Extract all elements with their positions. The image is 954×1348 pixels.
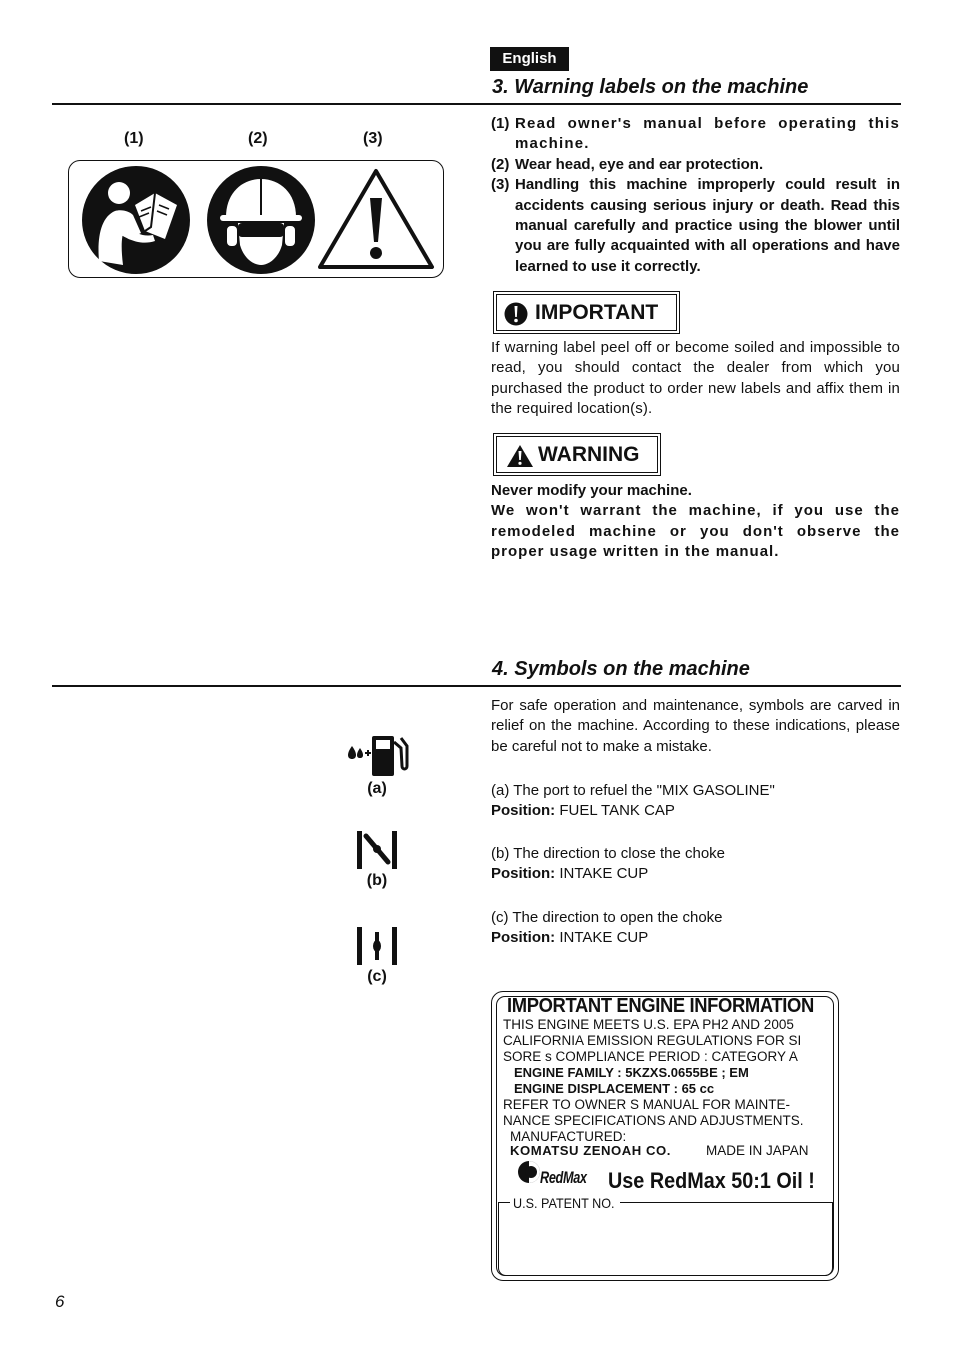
engine-displacement: ENGINE DISPLACEMENT : 65 cc	[514, 1081, 715, 1096]
symbol-b-desc: (b) The direction to close the choke Position: INTAKE CUP	[491, 845, 726, 883]
list-item: (3) Handling this machine improperly could result in accidents causing serious injury or death. Read this manual carefully and practice using the blower until you are fully acquainted with all operations and have learned to use it correctly.	[491, 176, 900, 275]
symbols-intro: For safe operation and maintenance, symbols are carved in relief on the machine. According to these indications, please be careful not to make a mistake.	[491, 697, 900, 755]
symbol-b-label: (b)	[366, 872, 388, 889]
warning-text	[491, 481, 900, 563]
choke-open-icon	[356, 926, 398, 966]
engine-info-title: IMPORTANT ENGINE INFORMATION	[507, 995, 814, 1017]
important-text: If warning label peel off or become soiled and impossible to read, you should contact the dealer from which you purchased the product to order new labels and affix them in the required location(s).	[491, 339, 900, 418]
page-number: 6	[55, 1292, 65, 1311]
list-item: (1) Read owner's manual before operating this machine.	[491, 115, 900, 153]
section-4-title: 4. Symbols on the machine	[492, 658, 750, 680]
label-number-1: (1)	[124, 130, 144, 147]
warning-line-2: We won't warrant the machine, if you use the remodeled machine or you don't observe the proper usage written in the manual.	[491, 502, 900, 561]
maker-name: KOMATSU ZENOAH CO.	[510, 1144, 671, 1158]
language-tab: English	[490, 47, 569, 71]
section-4-rule	[52, 685, 901, 687]
choke-close-icon	[356, 830, 398, 870]
symbol-c-desc: (c) The direction to open the choke Position: INTAKE CUP	[491, 909, 723, 947]
list-item: (2) Wear head, eye and ear protection.	[491, 155, 764, 173]
symbol-a-label: (a)	[367, 780, 387, 797]
warning-triangle-icon	[317, 168, 435, 270]
engine-info-line-1: THIS ENGINE MEETS U.S. EPA PH2 AND 2005	[503, 1017, 794, 1032]
important-label: IMPORTANT	[535, 301, 659, 324]
important-exclamation-icon	[504, 302, 528, 326]
redmax-slogan: Use RedMax 50:1 Oil !	[608, 1168, 815, 1193]
important-callout	[493, 291, 680, 334]
fuel-mix-icon	[345, 732, 411, 778]
made-in: MADE IN JAPAN	[706, 1143, 809, 1158]
patent-box	[498, 1202, 833, 1276]
engine-family: ENGINE FAMILY : 5KZXS.0655BE ; EM	[514, 1065, 749, 1080]
section-3-rule	[52, 103, 901, 105]
head-eye-ear-protection-icon	[206, 165, 316, 275]
warning-line-1: Never modify your machine.	[491, 482, 692, 499]
label-number-3: (3)	[363, 130, 383, 147]
patent-label: U.S. PATENT NO.	[513, 1195, 615, 1211]
engine-info-line-2: CALIFORNIA EMISSION REGULATIONS FOR SI	[503, 1033, 802, 1048]
manufactured-label: MANUFACTURED:	[510, 1129, 627, 1144]
symbol-a-desc: (a) The port to refuel the "MIX GASOLINE" Position: FUEL TANK CAP	[491, 782, 775, 820]
symbol-c-label: (c)	[367, 968, 387, 985]
engine-info-line-3: SORE s COMPLIANCE PERIOD : CATEGORY A	[503, 1049, 798, 1064]
warning-label-list	[491, 114, 900, 277]
redmax-brand: RedMax	[540, 1168, 587, 1187]
warning-label: WARNING	[538, 443, 640, 466]
warning-triangle-small-icon	[506, 444, 534, 468]
warning-callout	[493, 433, 661, 476]
engine-refer-line-2: NANCE SPECIFICATIONS AND ADJUSTMENTS.	[503, 1113, 804, 1128]
read-manual-icon	[81, 165, 191, 275]
label-number-2: (2)	[248, 130, 268, 147]
engine-refer-line-1: REFER TO OWNER S MANUAL FOR MAINTE-	[503, 1097, 791, 1112]
section-3-title: 3. Warning labels on the machine	[492, 76, 809, 98]
